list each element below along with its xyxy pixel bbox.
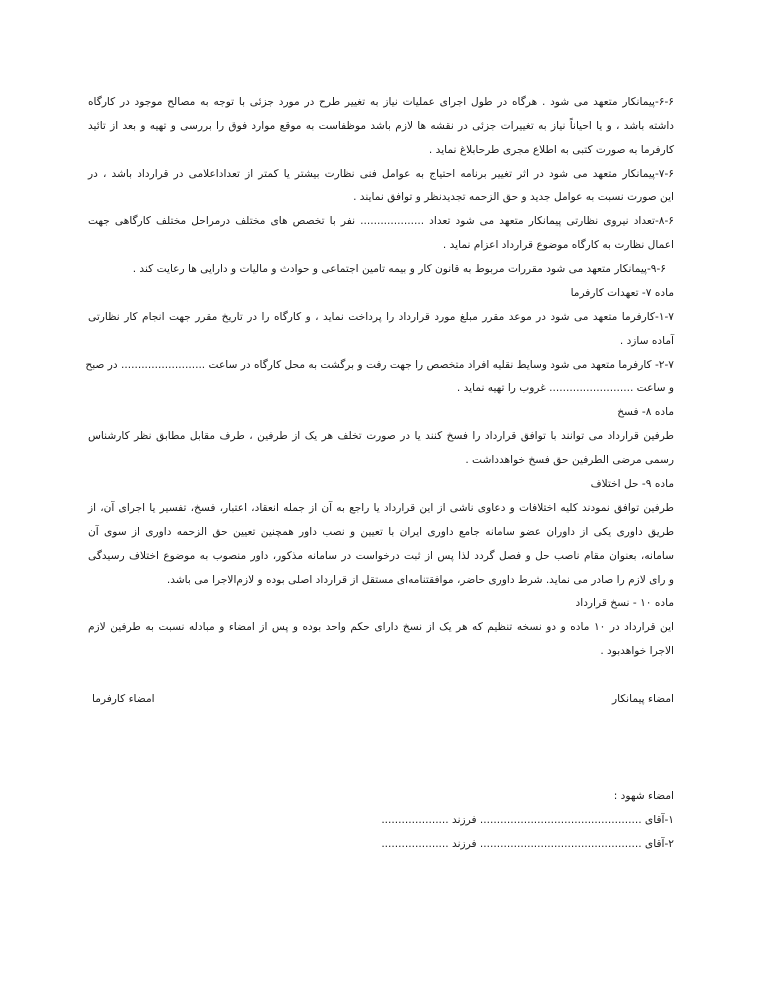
clause-7-2-line-1: ۲-۷- کارفرما متعهد می شود وسایط نقلیه افراد متخصص را جهت رفت و برگشت به محل کارگاه در ساعت ......................... در صبح (85, 359, 674, 371)
article-8-line-2: رسمی مرضی الطرفین حق فسخ خواهدداشت . (465, 454, 674, 466)
clause-6-8-line-2: اعمال نظارت به کارگاه موضوع قرارداد اعزام نماید . (442, 239, 674, 251)
article-9-line-3: سامانه، بعنوان مقام ناصب حل و فصل گردد لذا پس از ثبت درخواست در سامانه مذکور، داور منصوب به موضوع اختلاف رسیدگی (88, 550, 674, 562)
article-9-line-4: و رای لازم را صادر می نماید. شرط داوری حاضر، موافقتنامه‌ای مستقل از قرارداد اصلی بوده و لازم‌الاجرا می باشد. (166, 574, 674, 586)
article-9-line-1: طرفین توافق نمودند کلیه اختلافات و دعاوی ناشی از این قرارداد یا راجع به آن از جمله انعقاد، اعتبار، فسخ، تفسیر یا اجرای آن، از (88, 502, 674, 514)
contractor-signature-label: امضاء پیمانکار (611, 693, 674, 705)
witnesses-title: امضاء شهود : (613, 790, 674, 802)
article-10-line-2: الاجرا خواهدبود . (600, 645, 674, 657)
article-8-line-1: طرفین قرارداد می توانند با توافق قرارداد را فسخ کنند یا در صورت تخلف هر یک از طرفین ، طرف مقابل مطابق نظر کارشناس (88, 430, 674, 442)
clause-6-7-line-2: این صورت نسبت به عوامل جدید و حق الزحمه تجدیدنظر و توافق نمایند . (353, 191, 674, 203)
article-9-heading: ماده ۹- حل اختلاف (590, 478, 674, 490)
clause-6-6-line-3: کارفرما به صورت کتبی به اطلاع مجری طرحابلاغ نماید . (428, 144, 674, 156)
clause-7-1-line-1: ۱-۷-کارفرما متعهد می شود در موعد مقرر مبلغ مورد قرارداد را پرداخت نماید ، و کارگاه را در تاریخ مقرر جهت انجام کار نظارتی (88, 311, 674, 323)
article-8-heading: ماده ۸- فسخ (617, 406, 674, 418)
clause-6-9: ۹-۶-پیمانکار متعهد می شود مقررات مربوط به قانون کار و بیمه تامین اجتماعی و حوادث و مالیات و دارایی ها رعایت کند . (132, 263, 666, 275)
clause-6-7-line-1: ۷-۶-پیمانکار متعهد می شود در اثر تغییر برنامه احتیاج به عوامل فنی نظارت بیشتر یا کمتر از تعداداعلامی در قرارداد باشد ، در (88, 168, 674, 180)
clause-7-2-line-2: و ساعت ......................... غروب را تهیه نماید . (456, 382, 674, 394)
article-7-heading: ماده ۷- تعهدات کارفرما (570, 287, 674, 299)
witness-1-line: ۱-آقای ................................................ فرزند .................... (381, 814, 674, 826)
article-10-heading: ماده ۱۰ - نسخ قرارداد (575, 597, 674, 609)
clause-6-8-line-1: ۸-۶-تعداد نیروی نظارتی پیمانکار متعهد می شود تعداد ................... نفر با تخصص های مختلف درمراحل مختلف کارگاهی جهت (88, 215, 674, 227)
clause-7-1-line-2: آماده سازد . (619, 335, 674, 347)
article-9-line-2: طریق داوری یکی از داوران عضو سامانه جامع داوری ایران با تعیین و نصب داور همچنین تعیین حق الزحمه داوری از سوی آن (88, 526, 674, 538)
witness-2-line: ۲-آقای ................................................ فرزند .................... (381, 838, 674, 850)
article-10-line-1: این قرارداد در ۱۰ ماده و دو نسخه تنظیم که هر یک از نسخ دارای حکم واحد بوده و پس از امضاء و مبادله نسبت به طرفین لازم (88, 621, 674, 633)
clause-6-6-line-2: داشته باشد ، و یا احیاناً نیاز به تغییرات جزئی در نقشه ها لازم باشد موظفاست به موقع موارد فوق را بررسی و تهیه و بعد از تائید (88, 120, 674, 132)
employer-signature-label: امضاء کارفرما (92, 693, 155, 705)
clause-6-6-line-1: ۶-۶-پیمانکار متعهد می شود . هرگاه در طول اجرای عملیات نیاز به تغییر طرح در مورد جزئی با توجه به مصالح موجود در کارگاه (88, 96, 674, 108)
